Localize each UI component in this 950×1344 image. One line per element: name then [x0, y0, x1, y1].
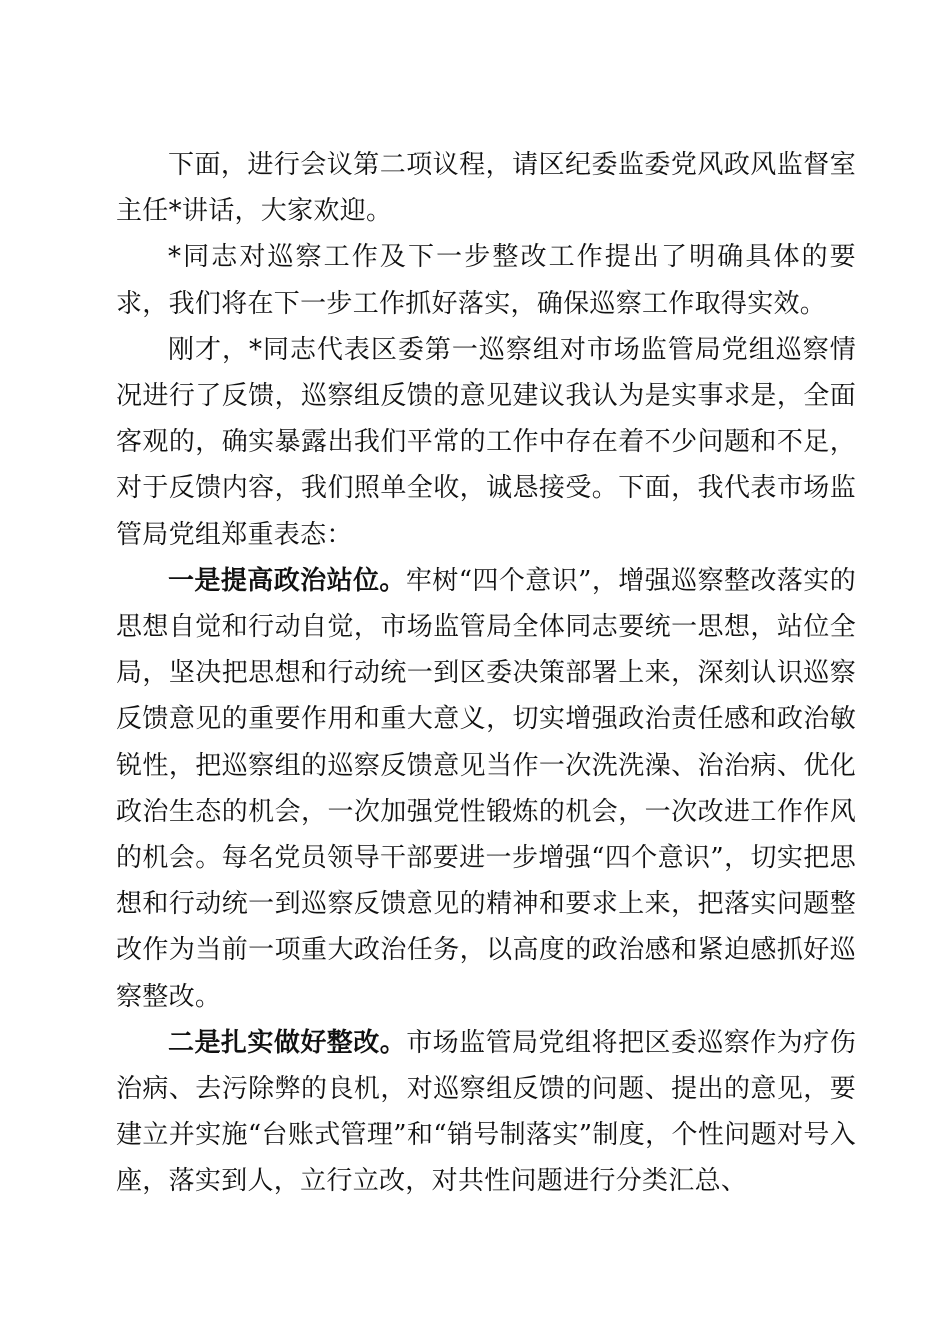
paragraph-point-one [116, 558, 856, 1020]
paragraph-text: 刚才，*同志代表区委第一巡察组对市场监管局党组巡察情况进行了反馈，巡察组反馈的意见建议我认为是实事求是，全面客观的，确实暴露出我们平常的工作中存在着不少问题和不足，对于反馈内容，我们照单全收，诚恳接受。下面，我代表市场监管局党组郑重表态： [116, 334, 856, 550]
paragraph-requirements [116, 234, 856, 326]
paragraph-agenda [116, 142, 856, 234]
paragraph-text: 市场监管局党组将把区委巡察作为疗伤治病、去污除弊的良机，对巡察组反馈的问题、提出的意见，要建立并实施“台账式管理”和“销号制落实”制度，个性问题对号入座，落实到人，立行立改，对共性问题进行分类汇总、 [116, 1027, 856, 1197]
paragraph-text: 牢树“四个意识”，增强巡察整改落实的思想自觉和行动自觉，市场监管局全体同志要统一思想，站位全局，坚决把思想和行动统一到区委决策部署上来，深刻认识巡察反馈意见的重要作用和重大意义，切实增强政治责任感和政治敏锐性，把巡察组的巡察反馈意见当作一次洗洗澡、治治病、优化政治生态的机会，一次加强党性锻炼的机会，一次改进工作作风的机会。每名党员领导干部要进一步增强“四个意识”，切实把思想和行动统一到巡察反馈意见的精神和要求上来，把落实问题整改作为当前一项重大政治任务，以高度的政治感和紧迫感抓好巡察整改。 [116, 565, 857, 1012]
paragraph-lead: 一是提高政治站位。 [168, 565, 406, 596]
paragraph-text: 下面，进行会议第二项议程，请区纪委监委党风政风监督室主任*讲话，大家欢迎。 [116, 150, 856, 227]
paragraph-point-two [116, 1020, 856, 1205]
paragraph-lead: 二是扎实做好整改。 [168, 1027, 407, 1058]
paragraph-text: *同志对巡察工作及下一步整改工作提出了明确具体的要求，我们将在下一步工作抓好落实，确保巡察工作取得实效。 [116, 242, 856, 319]
document-body [116, 142, 856, 1205]
paragraph-feedback [116, 327, 856, 558]
